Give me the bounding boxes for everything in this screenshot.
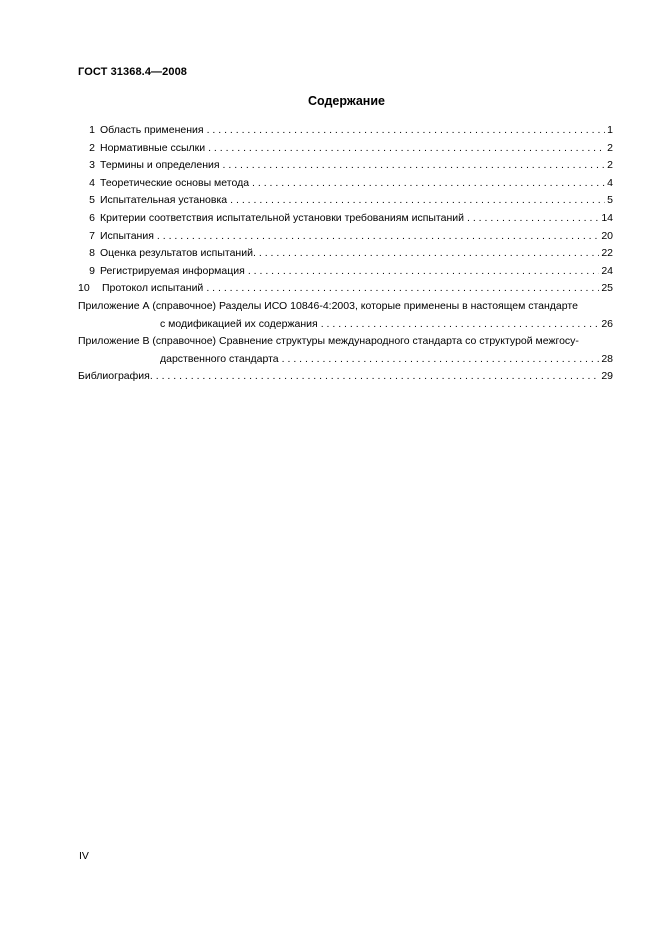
- appendix-prefix: Приложение А (справочное): [78, 299, 217, 312]
- toc-entry-page: 4: [607, 176, 613, 189]
- toc-entry[interactable]: [78, 280, 613, 298]
- toc-entry-label: Термины и определения: [100, 159, 220, 172]
- toc-entry-label: Протокол испытаний: [102, 282, 204, 295]
- toc-entry-number: 9: [89, 264, 95, 277]
- toc-appendix-b-continuation[interactable]: [78, 351, 613, 369]
- toc-entry-number: 4: [89, 176, 95, 189]
- toc-appendix-b[interactable]: [78, 333, 613, 351]
- toc-entry-label: Библиография.: [78, 370, 153, 383]
- toc-entry-page: 2: [607, 141, 613, 154]
- toc-leader-dots: [204, 122, 606, 140]
- toc-entry-page: 24: [601, 264, 613, 277]
- toc-entry-page: 5: [607, 194, 613, 207]
- toc-entry-number: 6: [89, 211, 95, 224]
- toc-appendix-a[interactable]: [78, 298, 613, 316]
- toc-entry-page: 20: [601, 229, 613, 242]
- toc-entry-number: 3: [89, 159, 95, 172]
- toc-entry-page: 2: [607, 159, 613, 172]
- toc-entry[interactable]: [78, 122, 613, 140]
- toc-entry-label: Критерии соответствия испытательной установки требованиям испытаний: [100, 211, 464, 224]
- toc-leader-dots: [154, 228, 599, 246]
- appendix-title-line-1: Сравнение структуры международного стандарта со структурой межгосу-: [218, 335, 579, 348]
- toc-entry[interactable]: [78, 157, 613, 175]
- toc-entry-number: 8: [89, 247, 95, 260]
- toc-bibliography[interactable]: [78, 368, 613, 386]
- table-of-contents: [78, 122, 613, 386]
- toc-entry-page: 22: [601, 247, 613, 260]
- toc-appendix-a-continuation[interactable]: [78, 316, 613, 334]
- toc-entry-page: 14: [601, 211, 613, 224]
- toc-entry-label: Регистрируемая информация: [100, 264, 245, 277]
- toc-entry[interactable]: [78, 210, 613, 228]
- toc-entry-label: Оценка результатов испытаний.: [100, 247, 256, 260]
- appendix-title-line-1: Разделы ИСО 10846-4:2003, которые применены в настоящем стандарте: [218, 299, 578, 312]
- toc-entry[interactable]: [78, 175, 613, 193]
- toc-leader-dots: [203, 280, 599, 298]
- toc-entry-number: 5: [89, 194, 95, 207]
- toc-entry-label: Область применения: [100, 124, 204, 136]
- toc-entry[interactable]: [78, 140, 613, 158]
- appendix-title-line-2: с модификацией их содержания: [160, 317, 318, 330]
- toc-leader-dots: [245, 263, 600, 281]
- toc-entry-label: Испытания: [100, 229, 154, 242]
- toc-leader-dots: [256, 245, 599, 263]
- toc-leader-dots: [279, 351, 600, 369]
- toc-entry-label: Нормативные ссылки: [100, 141, 206, 154]
- appendix-title-line-2: дарственного стандарта: [160, 352, 279, 365]
- toc-entry-number: 1: [89, 124, 95, 136]
- toc-leader-dots: [220, 157, 606, 175]
- page-number: IV: [79, 850, 89, 862]
- appendix-prefix: Приложение В (справочное): [78, 335, 217, 348]
- toc-entry[interactable]: [78, 263, 613, 281]
- toc-entry[interactable]: [78, 192, 613, 210]
- toc-entry-page: 29: [601, 370, 613, 383]
- toc-entry-number: 7: [89, 229, 95, 242]
- toc-leader-dots: [153, 368, 600, 386]
- toc-entry-number: 2: [89, 141, 95, 154]
- toc-entry[interactable]: [78, 228, 613, 246]
- toc-leader-dots: [249, 175, 605, 193]
- toc-entry-number: 10: [78, 282, 90, 295]
- toc-entry-page: 26: [601, 317, 613, 330]
- toc-leader-dots: [464, 210, 599, 228]
- toc-entry-page: 28: [601, 352, 613, 365]
- toc-leader-dots: [205, 140, 605, 158]
- toc-entry-page: 25: [601, 282, 613, 295]
- document-code: ГОСТ 31368.4—2008: [78, 66, 188, 78]
- toc-leader-dots: [227, 192, 605, 210]
- toc-entry[interactable]: [78, 245, 613, 263]
- toc-entry-label: Испытательная установка: [100, 194, 228, 207]
- toc-leader-dots: [318, 316, 600, 334]
- toc-title: Содержание: [307, 94, 385, 108]
- toc-entry-page: 1: [607, 124, 613, 136]
- toc-entry-label: Теоретические основы метода: [100, 176, 250, 189]
